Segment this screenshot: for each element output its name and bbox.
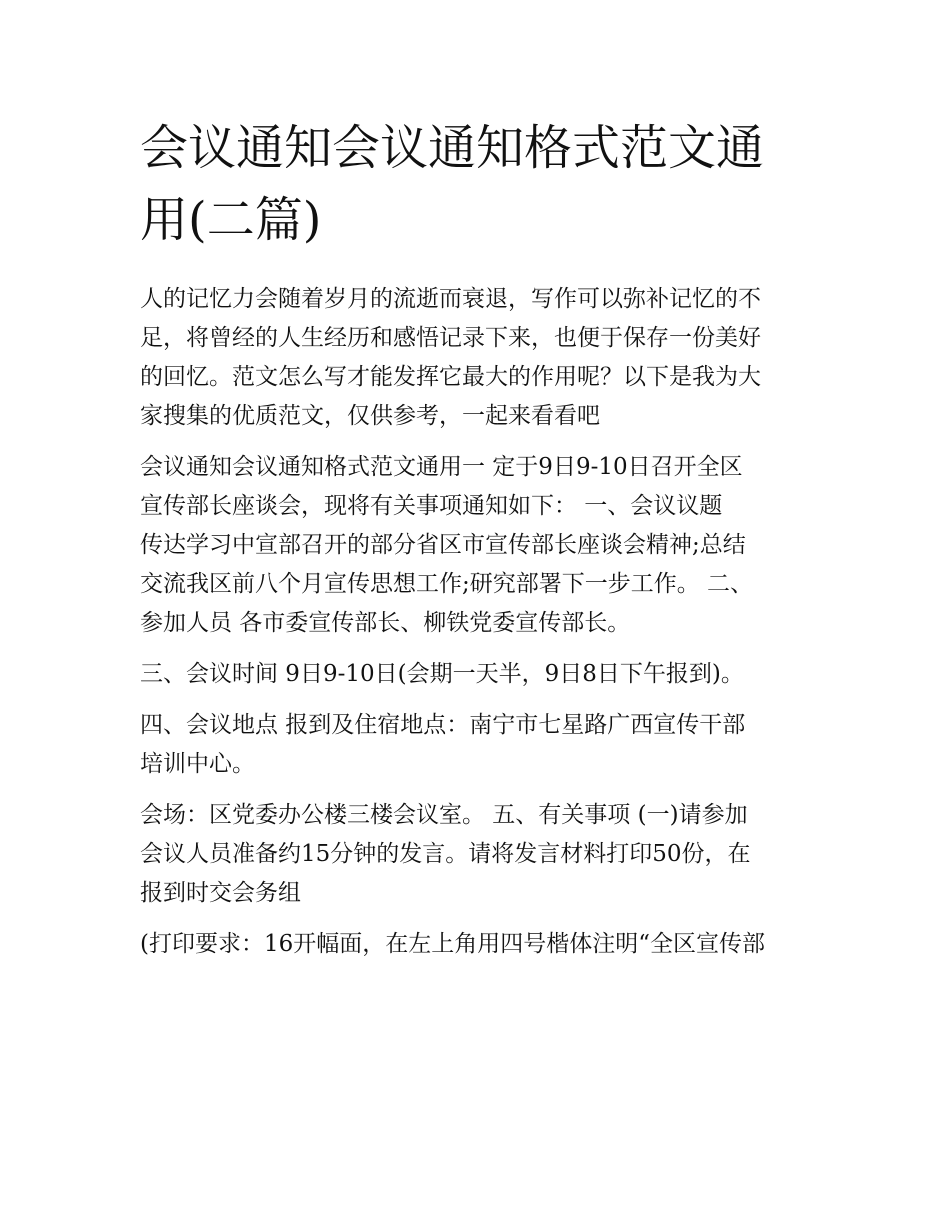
paragraph-meeting-time — [140, 655, 820, 694]
text-line: 人的记忆力会随着岁月的流逝而衰退，写作可以弥补记忆的不 — [140, 286, 761, 312]
document-title — [140, 112, 820, 256]
paragraph-meeting-location — [140, 706, 820, 784]
text-line: (打印要求：16开幅面，在左上角用四号楷体注明“全区宣传部 — [140, 931, 765, 957]
paragraph-venue-matters — [140, 796, 820, 913]
text-line: 的回忆。范文怎么写才能发挥它最大的作用呢？以下是我为大 — [140, 364, 761, 390]
text-line: 三、会议时间 9日9-10日(会期一天半，9日8日下午报到)。 — [140, 661, 744, 687]
text-line: 培训中心。 — [140, 751, 255, 777]
text-line: 四、会议地点 报到及住宿地点：南宁市七星路广西宣传干部 — [140, 712, 746, 738]
text-line: 交流我区前八个月宣传思想工作;研究部署下一步工作。 二、 — [140, 571, 754, 597]
title-line-1: 会议通知会议通知格式范文通 — [140, 120, 765, 176]
text-line: 会场：区党委办公楼三楼会议室。 五、有关事项 (一)请参加 — [140, 802, 748, 828]
text-line: 参加人员 各市委宣传部长、柳铁党委宣传部长。 — [140, 610, 631, 636]
text-line: 宣传部长座谈会，现将有关事项通知如下： 一、会议议题 — [140, 493, 723, 519]
text-line: 家搜集的优质范文，仅供参考，一起来看看吧 — [140, 403, 600, 429]
title-line-2: 用(二篇) — [140, 192, 322, 248]
text-line: 足，将曾经的人生经历和感悟记录下来，也便于保存一份美好 — [140, 325, 761, 351]
paragraph-intro — [140, 280, 820, 436]
text-line: 传达学习中宣部召开的部分省区市宣传部长座谈会精神;总结 — [140, 532, 746, 558]
text-line: 报到时交会务组 — [140, 880, 301, 906]
text-line: 会议通知会议通知格式范文通用一 定于9日9-10日召开全区 — [140, 454, 743, 480]
document-body — [140, 280, 820, 976]
paragraph-print-requirements — [140, 925, 820, 964]
text-line: 会议人员准备约15分钟的发言。请将发言材料打印50份，在 — [140, 841, 751, 867]
paragraph-notice-topic — [140, 448, 820, 643]
